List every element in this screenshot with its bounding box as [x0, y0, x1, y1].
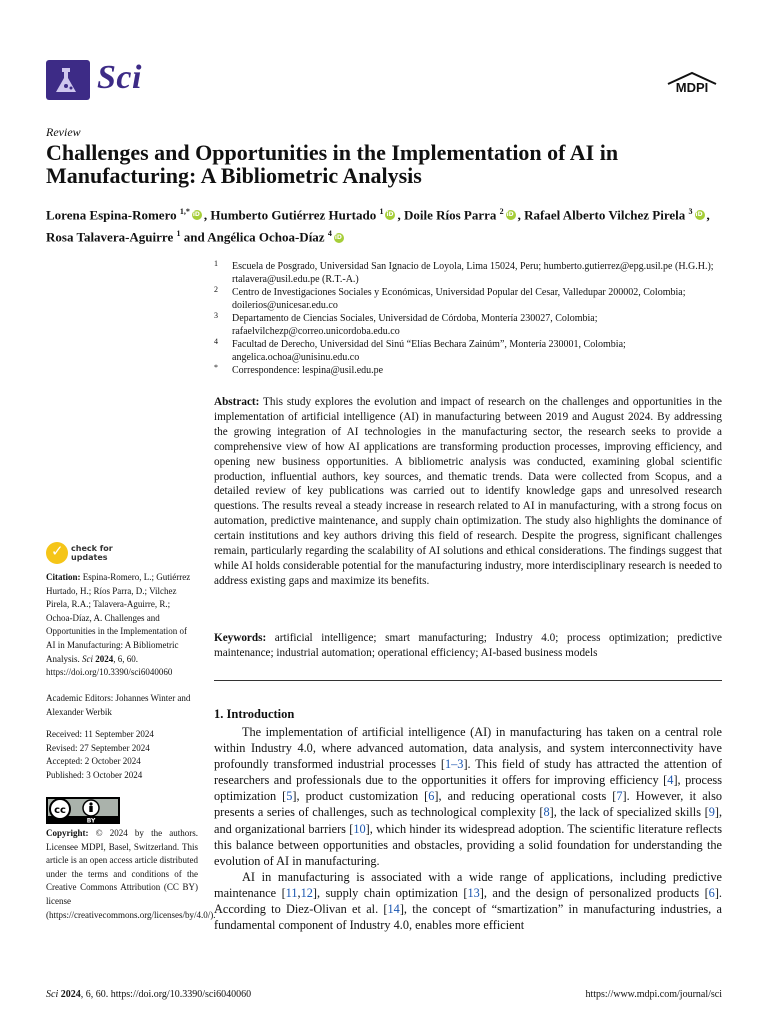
affiliation-item — [214, 260, 724, 286]
affiliation-number: 2 — [214, 285, 218, 294]
affiliation-number: 1 — [214, 259, 218, 268]
reference-link[interactable]: 10 — [353, 821, 366, 836]
author-separator: , — [706, 207, 710, 223]
citation-journal: Sci — [82, 653, 93, 664]
cc-icon: cc — [54, 805, 66, 816]
author-separator: , — [203, 207, 211, 223]
affiliations — [214, 260, 724, 377]
citation-block — [46, 571, 198, 680]
affiliation-text: Facultad de Derecho, Universidad del Sinú “Elías Bechara Zainúm”, Montería 230001, Colombia; angelica.ochoa@unisinu.edu.co — [232, 339, 626, 363]
author-affil-sup: 1 — [176, 229, 181, 239]
reference-link[interactable]: 7 — [616, 789, 623, 804]
affiliation-item — [214, 312, 724, 338]
reference-link[interactable]: 13 — [467, 885, 480, 900]
affiliation-number: 3 — [214, 311, 218, 320]
cc-by-license-badge[interactable] — [46, 797, 120, 824]
author-name[interactable]: Humberto Gutiérrez Hurtado — [210, 207, 377, 223]
person-icon — [89, 802, 92, 805]
copyright-label: Copyright: — [46, 828, 89, 838]
mdpi-logo-text: MDPI — [675, 80, 709, 95]
section-heading: 1. Introduction — [214, 707, 295, 721]
author-separator: , — [517, 207, 525, 223]
citation-volume: , 6, 60. — [113, 653, 138, 664]
footer-journal: Sci — [46, 989, 59, 1000]
keywords-label: Keywords: — [214, 632, 267, 644]
orcid-icon[interactable] — [506, 210, 516, 220]
reference-link[interactable]: 4 — [667, 773, 674, 788]
copyright-text: © 2024 by the authors. Licensee MDPI, Basel, Switzerland. This article is an open access article distributed under the terms and conditions of the Creative Commons Attribution (CC BY) license (https://creativecommons.org/licenses/by/4.0/). — [46, 828, 216, 920]
check-for-updates-button[interactable] — [46, 542, 146, 568]
sci-journal-logo-icon — [46, 60, 90, 100]
reference-link[interactable]: 9 — [708, 805, 715, 820]
author-name[interactable]: Rosa Talavera-Aguirre — [46, 229, 174, 245]
journal-name: Sci — [97, 59, 142, 96]
mdpi-logo — [662, 70, 722, 100]
footer-doi[interactable]: , 6, 60. https://doi.org/10.3390/sci6040060 — [80, 989, 252, 1000]
published-date: Published: 3 October 2024 — [46, 769, 143, 780]
affiliation-text: Escuela de Posgrado, Universidad San Ignacio de Loyola, Lima 15024, Peru; humberto.gutierrez@epg.usil.pe (H.G.H.); rtalavera@usil.edu.pe (R.T.-A.) — [232, 261, 714, 285]
paper-title: Challenges and Opportunities in the Implementation of AI in Manufacturing: A Bibliometric Analysis — [46, 140, 619, 188]
reference-link[interactable]: 12 — [300, 885, 313, 900]
check-updates-text — [71, 544, 113, 562]
abstract-label: Abstract: — [214, 396, 260, 408]
author-affil-sup: 1,* — [179, 207, 190, 216]
copyright-notice — [46, 827, 216, 922]
reference-link[interactable]: 5 — [286, 789, 293, 804]
author-list — [46, 202, 736, 247]
author-affil-sup: 1 — [379, 207, 384, 216]
check-icon — [46, 542, 68, 564]
author-affil-sup: 3 — [688, 207, 693, 216]
footer-journal-url[interactable]: https://www.mdpi.com/journal/sci — [585, 989, 722, 1000]
check-updates-line: check for — [71, 544, 113, 553]
author-name[interactable]: Lorena Espina-Romero — [46, 207, 177, 223]
footer-year: 2024 — [60, 989, 81, 1000]
affiliation-number: * — [214, 363, 218, 372]
paragraph: AI in manufacturing is associated with a wide range of applications, including predictive maintenance [11,12], supply chain optimization [13], and the design of personalized products [6]. According to Diez-Olivan et al. [14], the concept of “smartization” in manufacturing industries, a fundamental component of Industry 4.0, enables more efficient — [214, 869, 722, 933]
affiliation-item — [214, 338, 724, 364]
reference-link[interactable]: 8 — [543, 805, 550, 820]
citation-text: Espina-Romero, L.; Gutiérrez Hurtado, H.; Ríos Parra, D.; Vilchez Pirela, R.A.; Talavera-Aguirre, R.; Ochoa-Díaz, A. Challenges and Opportunities in the Implementation of AI in Manufacturing: A Bibliometric Analysis. — [46, 572, 191, 664]
citation-doi-link[interactable]: https://doi.org/10.3390/sci6040060 — [46, 667, 173, 678]
orcid-icon[interactable] — [695, 210, 705, 220]
footer-citation — [46, 989, 251, 1000]
academic-editors: Academic Editors: Johannes Winter and Alexander Werbik — [46, 693, 191, 717]
by-icon-label: BY — [86, 817, 96, 824]
author-name[interactable]: Angélica Ochoa-Díaz — [207, 229, 325, 245]
reference-link[interactable]: 11 — [285, 885, 298, 900]
author-affil-sup: 4 — [327, 229, 332, 239]
paragraph: The implementation of artificial intelligence (AI) in manufacturing has taken on a central role within Industry 4.0, where advanced automation, data analysis, and system interconnectivity have profoundly transformed industrial processes [1–3]. This field of study has attracted the attention of researchers and professionals due to the opportunities it offers for improving efficiency [4], process optimization [5], product customization [6], and reducing operational costs [7]. However, it also presents a series of challenges, such as technological complexity [8], the lack of specialized skills [9], and organizational barriers [10], which hinder its widespread adoption. The scientific literature reflects this balance between opportunities and obstacles, providing a solid foundation for understanding the evolution of AI in manufacturing. — [214, 725, 723, 868]
reference-link[interactable]: 14 — [387, 902, 400, 917]
correspondence-item — [214, 364, 724, 377]
section-divider — [214, 680, 722, 681]
affiliation-number: 4 — [214, 337, 218, 346]
introduction-body — [214, 724, 722, 933]
keywords-text: artificial intelligence; smart manufacturing; Industry 4.0; process optimization; predictive maintenance; industrial automation; operational efficiency; AI-based business models — [214, 632, 723, 659]
reference-link[interactable]: 1–3 — [444, 757, 464, 772]
affiliation-text: Centro de Investigaciones Sociales y Económicas, Universidad Popular del Cesar, Valledupar 200002, Colombia; doilerios@unicesar.edu.co — [232, 287, 686, 311]
author-separator: and — [180, 229, 208, 245]
abstract-text: This study explores the evolution and impact of research on the challenges and opportunities in the implementation of artificial intelligence (AI) in manufacturing between 2019 and August 2024. By addressing the growing integration of AI technologies in the manufacturing sector, the research seeks to provide a comprehensive view of how AI applications are transforming production processes, improving efficiency, and opening new business opportunities. A bibliometric analysis was conducted, examining global scientific production, influential authors, key sources, and thematic trends. Data were collected from Scopus, and a detailed review of key publications was carried out to identify knowledge gaps and unresolved research questions. The results reveal a steady increase in research related to AI in manufacturing, with a strong focus on automation, predictive maintenance, and supply chain optimization. The study also highlights the dominance of certain institutions and key authors driving this field of research. Despite the progress, significant challenges remain, particularly regarding the scalability of AI solutions and ethical considerations. The findings suggest that while AI holds considerable potential for the manufacturing industry, more interdisciplinary research is needed to address existing gaps and maximize its benefits. — [214, 396, 722, 587]
orcid-icon[interactable] — [334, 233, 344, 243]
affiliation-item — [214, 286, 724, 312]
correspondence-text: Correspondence: lespina@usil.edu.pe — [232, 365, 384, 376]
affiliation-text: Departamento de Ciencias Sociales, Universidad de Córdoba, Montería 230027, Colombia; rafaelvilchezp@correo.unicordoba.edu.co — [232, 313, 598, 337]
keywords — [214, 631, 722, 661]
orcid-icon[interactable] — [192, 210, 202, 220]
received-date: Received: 11 September 2024 — [46, 729, 154, 739]
citation-label: Citation: — [46, 572, 81, 582]
abstract — [214, 395, 722, 589]
author-affil-sup: 2 — [499, 207, 504, 216]
accepted-date: Accepted: 2 October 2024 — [46, 756, 141, 767]
author-name[interactable]: Rafael Alberto Vilchez Pirela — [524, 207, 686, 223]
article-type: Review — [46, 125, 81, 139]
publication-dates — [46, 728, 198, 782]
reference-link[interactable]: 6 — [708, 885, 715, 900]
revised-date: Revised: 27 September 2024 — [46, 742, 150, 753]
check-updates-line: updates — [71, 553, 108, 562]
citation-year: 2024 — [95, 653, 114, 664]
author-name[interactable]: Doile Ríos Parra — [403, 207, 497, 223]
author-separator: , — [397, 207, 404, 223]
orcid-icon[interactable] — [385, 210, 395, 220]
reference-link[interactable]: 6 — [428, 789, 435, 804]
